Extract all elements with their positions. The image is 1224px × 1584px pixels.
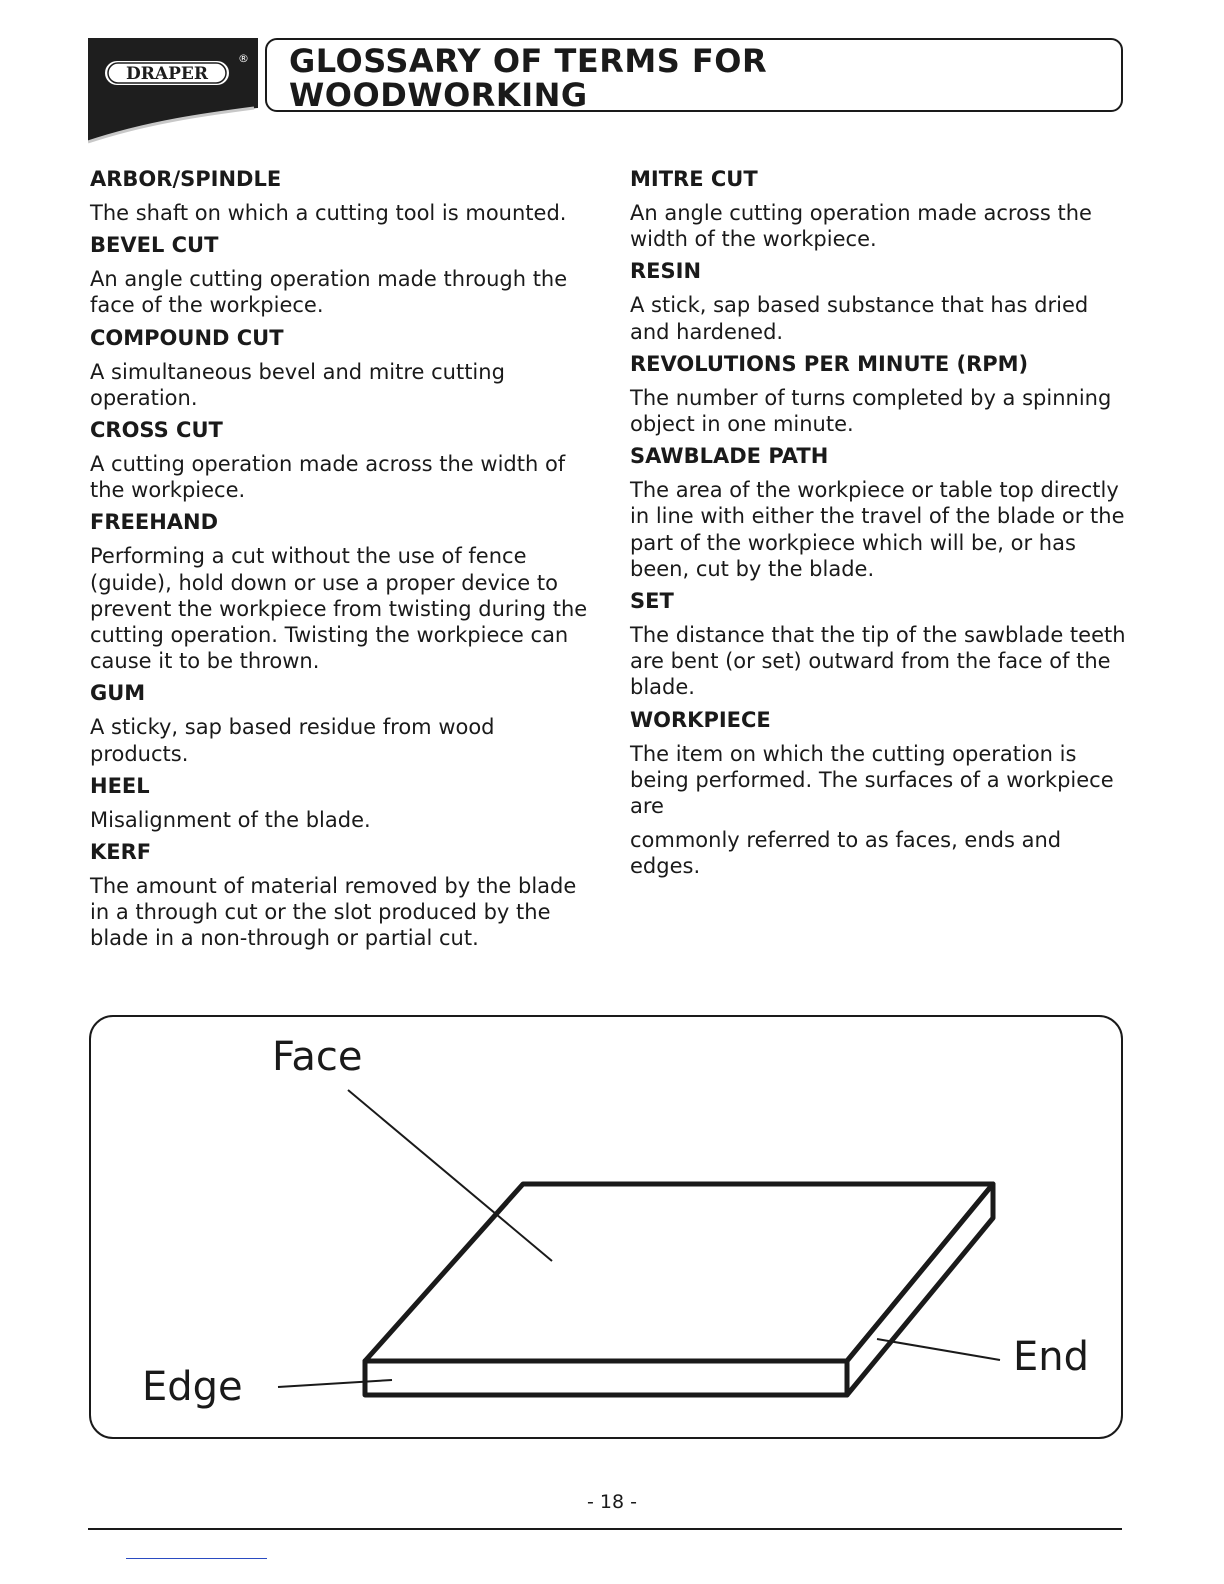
term-freehand: FREEHAND [90,510,219,535]
definition-mitre-cut: An angle cutting operation made across the width of the workpiece. [630,201,1092,252]
term-mitre-cut: MITRE CUT [630,167,758,191]
definition-kerf: The amount of material removed by the blade in a through cut or the slot produced by the blade in a non-through or partial cut. [90,874,577,951]
registered-mark: ® [238,52,249,65]
page-title-line1: GLOSSARY OF TERMS FOR [289,42,768,80]
definition-bevel-cut: An angle cutting operation made through the face of the workpiece. [90,267,568,318]
page-title-line2: WOODWORKING [289,76,588,114]
face-label: Face [272,1034,363,1080]
term-compound-cut: COMPOUND CUT [90,325,284,350]
logo-text: DRAPER [126,64,208,84]
footer-accent-line [126,1558,267,1559]
page-number: - 18 - [587,1491,637,1513]
end-label: End [1013,1334,1090,1380]
term-resin: RESIN [630,259,702,284]
term-set: SET [630,589,674,614]
term-rpm: REVOLUTIONS PER MINUTE (RPM) [630,351,1029,376]
definition-cross-cut: A cutting operation made across the width of the workpiece. [90,452,566,503]
term-workpiece: WORKPIECE [630,707,771,732]
term-heel: HEEL [90,773,150,798]
footer-divider [88,1528,1122,1530]
definition-gum: A sticky, sap based residue from wood products. [90,715,495,766]
definition-compound-cut: A simultaneous bevel and mitre cutting operation. [90,359,505,410]
term-cross-cut: CROSS CUT [90,418,223,443]
definition-freehand: Performing a cut without the use of fence (guide), hold down or use a proper device to prevent the workpiece from twisting during the cutting operation. Twisting the workpiece can cause it to be thrown. [90,544,588,674]
end-leader-line [877,1339,1000,1360]
definition-workpiece: The item on which the cutting operation is being performed. The surfaces of a workpiece are [630,741,1114,819]
workpiece-edge-shape [365,1361,847,1395]
term-sawblade-path: SAWBLADE PATH [630,444,829,469]
definition-workpiece-continued: commonly referred to as faces, ends and edges. [630,828,1062,879]
definition-resin: A stick, sap based substance that has dried and hardened. [630,293,1089,344]
definition-sawblade-path: The area of the workpiece or table top directly in line with either the travel of the blade or the part of the workpiece which will be, or has been, cut by the blade. [630,478,1125,581]
definition-rpm: The number of turns completed by a spinning object in one minute. [630,385,1112,437]
definition-arbor-spindle: The shaft on which a cutting tool is mounted. [90,201,567,225]
term-arbor-spindle: ARBOR/SPINDLE [90,167,282,191]
definition-heel: Misalignment of the blade. [90,807,371,832]
term-kerf: KERF [90,840,152,865]
face-leader-line [348,1090,552,1261]
term-gum: GUM [90,681,146,706]
edge-label: Edge [142,1364,243,1410]
term-bevel-cut: BEVEL CUT [90,233,219,258]
definition-set: The distance that the tip of the sawblade teeth are bent (or set) outward from the face of the blade. [630,623,1126,700]
